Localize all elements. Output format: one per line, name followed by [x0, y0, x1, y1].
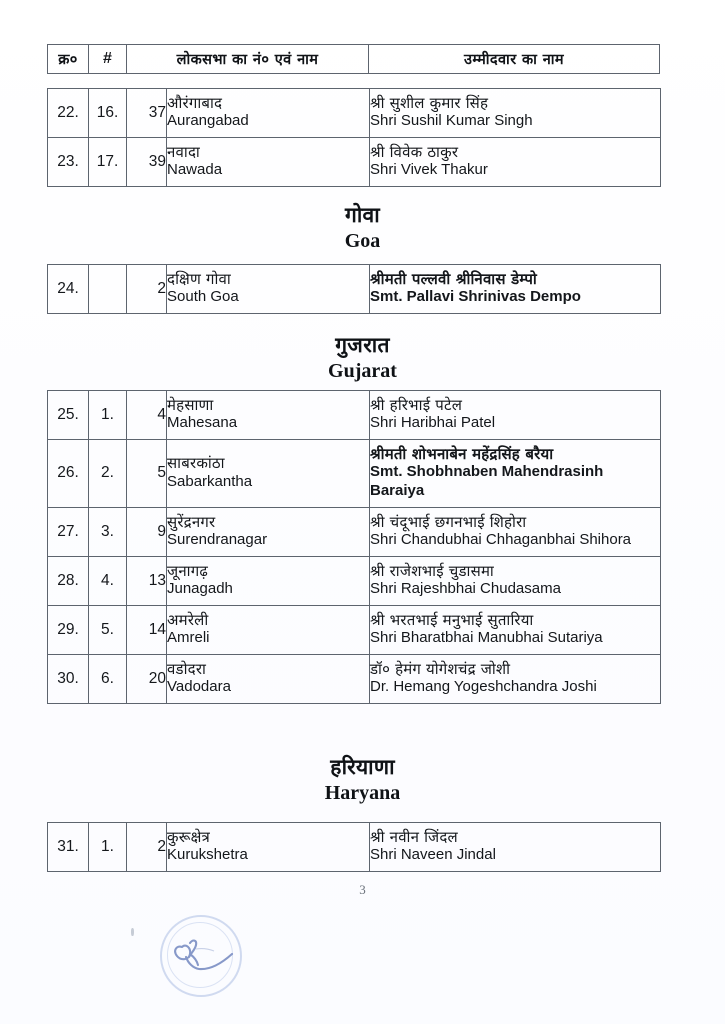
- cell-hash: [89, 89, 127, 138]
- cell-constituency-name: [167, 605, 370, 654]
- table-section-continued: [47, 88, 661, 187]
- header-cell-candidate: [369, 45, 660, 74]
- cell-hash: [89, 138, 127, 187]
- const-name-hindi: जूनागढ़: [167, 561, 209, 580]
- row-const-number: 9: [157, 522, 166, 540]
- row-const-number: 2: [157, 280, 166, 298]
- page-number: 3: [359, 882, 366, 897]
- row-sno: 31.: [57, 838, 79, 856]
- cell-hash: [89, 823, 127, 872]
- cell-constituency-number: [127, 89, 167, 138]
- cell-constituency-number: [127, 654, 167, 703]
- state-heading-gujarat: [0, 334, 725, 383]
- state-name-hindi: गोवा: [345, 203, 380, 227]
- table-row: [48, 265, 661, 314]
- cell-constituency-number: [127, 265, 167, 314]
- header-cell-sno: [48, 45, 89, 74]
- row-hash: 4.: [101, 571, 114, 589]
- const-name-english: Sabarkantha: [167, 472, 253, 490]
- const-name-english: Mahesana: [167, 414, 238, 432]
- cell-candidate-name: [370, 654, 661, 703]
- row-hash: 1.: [101, 838, 114, 856]
- row-const-number: 14: [148, 620, 166, 638]
- candidate-name-hindi: श्री राजेशभाई चुडासमा: [370, 561, 495, 580]
- cell-constituency-name: [167, 556, 370, 605]
- state-name-hindi: गुजरात: [335, 333, 390, 357]
- candidate-name-english: Shri Chandubhai Chhaganbhai Shihora: [370, 531, 632, 549]
- candidate-name-english: Smt. Shobhnaben Mahendrasinh Baraiya: [370, 463, 604, 500]
- row-hash: 3.: [101, 522, 114, 540]
- row-hash: 1.: [101, 406, 114, 424]
- row-const-number: 13: [148, 571, 166, 589]
- table-row: [48, 654, 661, 703]
- candidate-name-hindi: श्री हरिभाई पटेल: [370, 396, 463, 414]
- const-name-hindi: वडोदरा: [167, 659, 207, 678]
- cell-constituency-name: [167, 507, 370, 556]
- row-const-number: 5: [157, 464, 166, 482]
- cell-constituency-name: [167, 391, 370, 440]
- official-seal-stamp: [158, 913, 246, 995]
- table-section-goa: [47, 264, 661, 314]
- state-name-english: Haryana: [324, 781, 401, 804]
- header-row: [48, 45, 660, 74]
- row-sno: 30.: [57, 670, 79, 687]
- cell-sno: [48, 440, 89, 508]
- table-row: [48, 138, 661, 187]
- candidate-name-english: Shri Sushil Kumar Singh: [370, 112, 533, 130]
- row-sno: 24.: [57, 280, 79, 298]
- cell-sno: [48, 507, 89, 556]
- table-body: [48, 823, 661, 872]
- table-row: [48, 556, 661, 605]
- table-section-gujarat: [47, 390, 661, 704]
- header-cell-hash: [89, 45, 127, 74]
- state-name-hindi: हरियाणा: [330, 755, 395, 779]
- table-body: [48, 265, 661, 314]
- header-label-hash: #: [103, 50, 112, 67]
- cell-candidate-name: [370, 391, 661, 440]
- cell-constituency-name: [167, 265, 370, 314]
- row-hash: 6.: [101, 670, 114, 687]
- candidate-name-hindi: श्री विवेक ठाकुर: [370, 143, 459, 162]
- row-hash: 2.: [101, 464, 114, 482]
- table-row: [48, 89, 661, 138]
- cell-hash: [89, 556, 127, 605]
- cell-sno: [48, 605, 89, 654]
- cell-sno: [48, 265, 89, 314]
- row-sno: 25.: [57, 406, 79, 424]
- const-name-english: Nawada: [167, 161, 223, 179]
- table-header: [47, 44, 660, 74]
- header-cell-constituency: [127, 45, 369, 74]
- const-name-hindi: अमरेली: [167, 610, 209, 629]
- cell-constituency-number: [127, 507, 167, 556]
- cell-sno: [48, 556, 89, 605]
- cell-constituency-name: [167, 654, 370, 703]
- candidate-name-english: Dr. Hemang Yogeshchandra Joshi: [370, 678, 597, 696]
- cell-hash: [89, 265, 127, 314]
- row-sno: 27.: [57, 522, 79, 540]
- candidate-name-english: Shri Rajeshbhai Chudasama: [370, 580, 561, 598]
- const-name-hindi: नवादा: [167, 143, 201, 162]
- row-sno: 23.: [57, 153, 79, 171]
- header-label-sno: क्र०: [58, 52, 78, 68]
- const-name-hindi: साबरकांठा: [167, 454, 225, 473]
- candidate-name-hindi: श्री सुशील कुमार सिंह: [370, 94, 489, 112]
- row-sno: 29.: [57, 620, 79, 638]
- cell-sno: [48, 391, 89, 440]
- cell-hash: [89, 654, 127, 703]
- cell-constituency-name: [167, 138, 370, 187]
- const-name-english: Aurangabad: [167, 112, 249, 130]
- cell-hash: [89, 507, 127, 556]
- const-name-hindi: मेहसाणा: [167, 396, 214, 414]
- table-row: [48, 823, 661, 872]
- cell-constituency-number: [127, 823, 167, 872]
- const-name-hindi: कुरूक्षेत्र: [167, 828, 211, 846]
- table-row: [48, 391, 661, 440]
- candidate-name-hindi: श्री नवीन जिंदल: [370, 828, 458, 846]
- table-row: [48, 605, 661, 654]
- cell-candidate-name: [370, 823, 661, 872]
- const-name-english: Amreli: [167, 629, 210, 647]
- row-const-number: 2: [157, 838, 166, 856]
- cell-candidate-name: [370, 556, 661, 605]
- candidate-name-hindi: श्री चंदूभाई छगनभाई शिहोरा: [370, 512, 527, 531]
- header-label-constituency: लोकसभा का नं० एवं नाम: [176, 52, 319, 68]
- candidate-name-english: Shri Naveen Jindal: [370, 846, 496, 864]
- candidate-name-english: Smt. Pallavi Shrinivas Dempo: [370, 288, 581, 306]
- state-heading-haryana: [0, 756, 725, 805]
- const-name-english: Surendranagar: [167, 531, 268, 549]
- state-heading-goa: [0, 204, 725, 253]
- cell-candidate-name: [370, 440, 661, 508]
- table-body: [48, 89, 661, 187]
- cell-sno: [48, 89, 89, 138]
- row-const-number: 20: [148, 670, 166, 687]
- candidate-name-english: Shri Haribhai Patel: [370, 414, 496, 432]
- candidate-name-english: Shri Vivek Thakur: [370, 161, 488, 179]
- cell-constituency-name: [167, 89, 370, 138]
- const-name-hindi: औरंगाबाद: [167, 94, 223, 112]
- row-const-number: 4: [157, 406, 166, 424]
- const-name-hindi: सुरेंद्रनगर: [167, 512, 216, 531]
- cell-candidate-name: [370, 265, 661, 314]
- signature-icon: [166, 927, 246, 979]
- cell-sno: [48, 823, 89, 872]
- candidate-name-hindi: श्री भरतभाई मनुभाई सुतारिया: [370, 610, 534, 629]
- cell-constituency-number: [127, 440, 167, 508]
- candidate-name-hindi: श्रीमती शोभनाबेन महेंद्रसिंह बरैया: [370, 445, 554, 464]
- cell-hash: [89, 605, 127, 654]
- cell-constituency-name: [167, 440, 370, 508]
- state-name-english: Goa: [344, 229, 381, 252]
- row-const-number: 39: [148, 153, 166, 171]
- const-name-english: Junagadh: [167, 580, 233, 598]
- candidate-name-hindi: श्रीमती पल्लवी श्रीनिवास डेम्पो: [370, 270, 537, 288]
- row-sno: 26.: [57, 464, 79, 482]
- cell-candidate-name: [370, 138, 661, 187]
- cell-sno: [48, 138, 89, 187]
- cell-constituency-number: [127, 391, 167, 440]
- cell-candidate-name: [370, 507, 661, 556]
- state-name-english: Gujarat: [328, 359, 397, 382]
- cell-constituency-name: [167, 823, 370, 872]
- cell-sno: [48, 654, 89, 703]
- row-sno: 28.: [57, 571, 79, 589]
- cell-constituency-number: [127, 605, 167, 654]
- table-body: [48, 391, 661, 704]
- const-name-hindi: दक्षिण गोवा: [167, 270, 231, 288]
- table-section-haryana: [47, 822, 661, 872]
- candidate-name-english: Shri Bharatbhai Manubhai Sutariya: [370, 629, 603, 647]
- table-row: [48, 507, 661, 556]
- cell-constituency-number: [127, 556, 167, 605]
- candidate-name-hindi: डॉ० हेमंग योगेशचंद्र जोशी: [370, 659, 511, 678]
- cell-constituency-number: [127, 138, 167, 187]
- row-sno: 22.: [57, 104, 79, 122]
- row-const-number: 37: [148, 104, 166, 122]
- cell-hash: [89, 391, 127, 440]
- cell-hash: [89, 440, 127, 508]
- row-hash: 16.: [96, 104, 119, 122]
- cell-candidate-name: [370, 605, 661, 654]
- const-name-english: Vadodara: [167, 678, 231, 696]
- scan-artifact-mark: [131, 928, 134, 936]
- header-label-candidate: उम्मीदवार का नाम: [463, 52, 565, 68]
- cell-candidate-name: [370, 89, 661, 138]
- const-name-english: Kurukshetra: [167, 846, 248, 864]
- row-hash: 17.: [96, 153, 119, 171]
- const-name-english: South Goa: [167, 288, 239, 306]
- table-row: [48, 440, 661, 508]
- row-hash: 5.: [101, 620, 114, 638]
